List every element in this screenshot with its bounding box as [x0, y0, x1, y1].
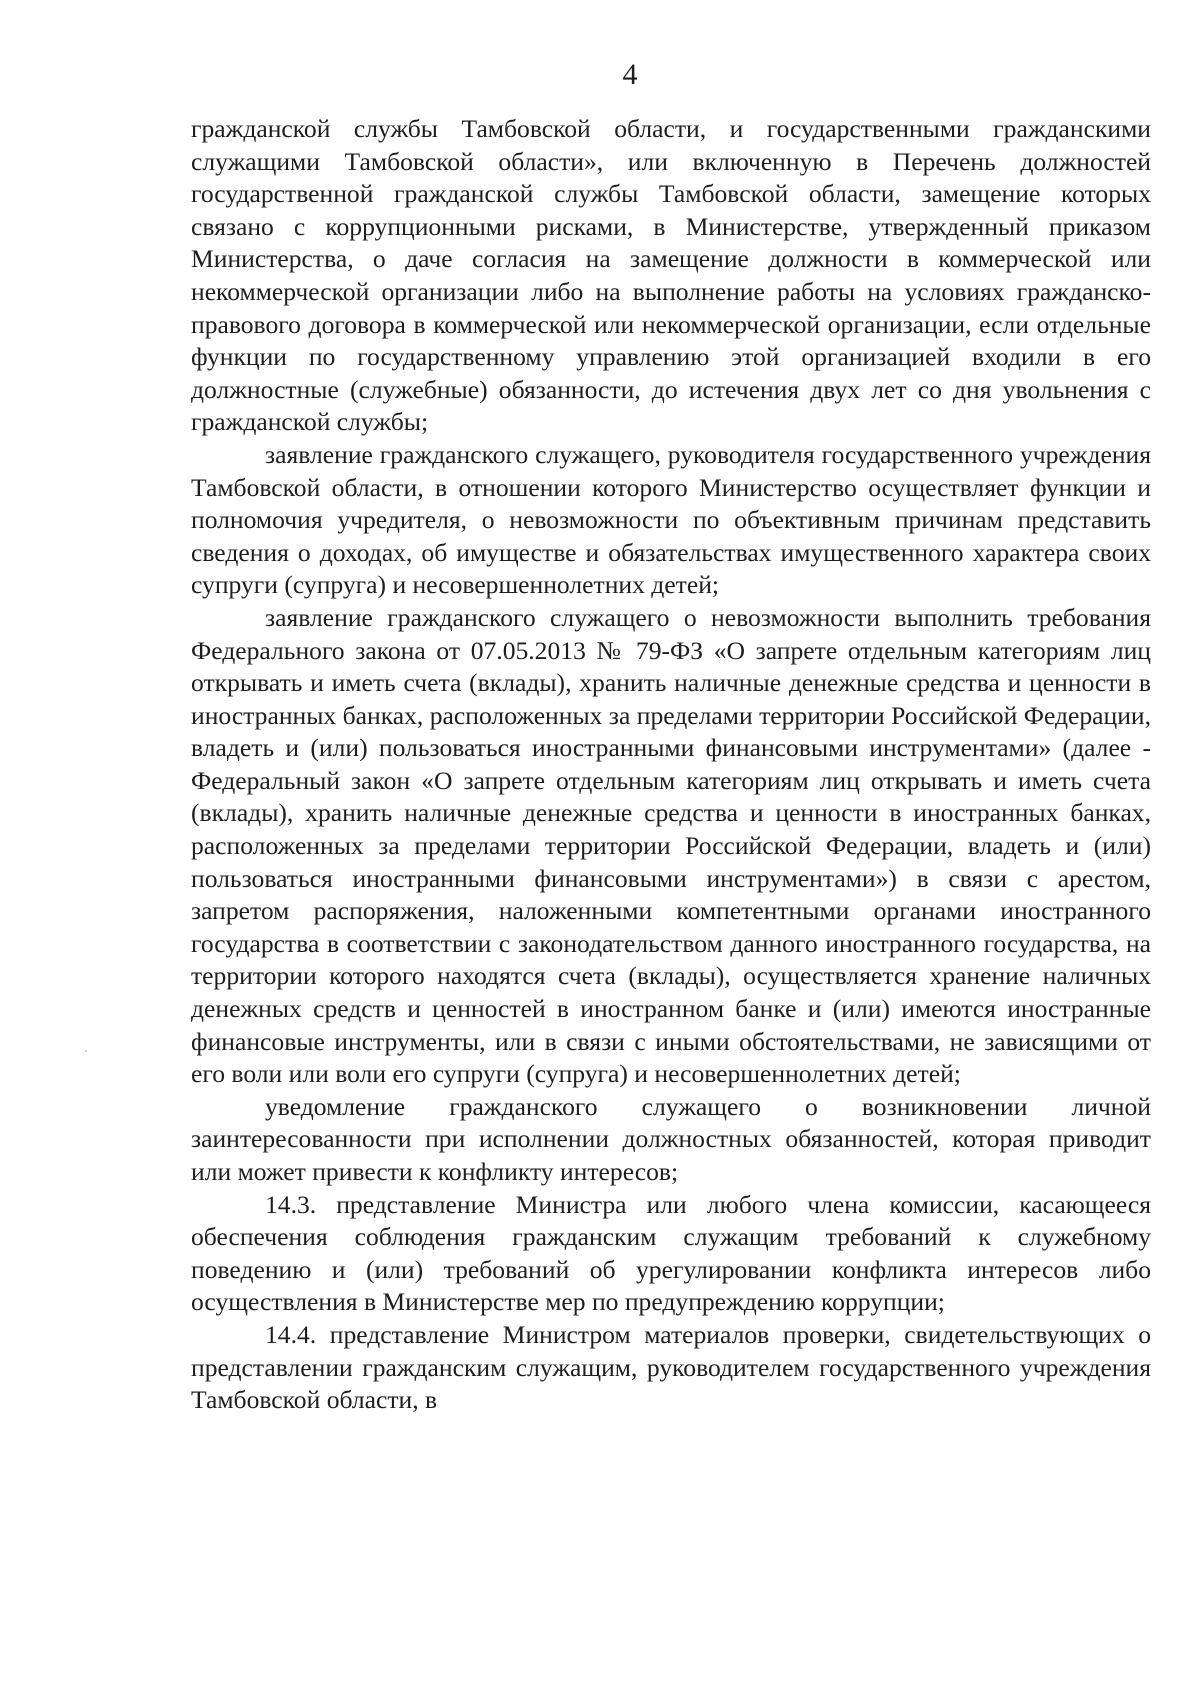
scan-speck — [85, 1050, 87, 1052]
paragraph-statement-inability: заявление гражданского служащего, руководителя государственного учреждения Тамбовской области, в отношении которого Министерство осуществляет функции и полномочия учредителя, о невозможности по объективным причинам представить сведения о доходах, об имуществе и обязательствах имущественного характера своих супруги (супруга) и несовершеннолетних детей; — [191, 439, 1151, 600]
page-number: 4 — [622, 58, 638, 91]
paragraph-clause-14-4: 14.4. представление Министром материалов проверки, свидетельствующих о представлении гражданским служащим, руководителем государственного учреждения Тамбовской области, в — [191, 1319, 1151, 1415]
paragraph-notification-conflict: уведомление гражданского служащего о возникновении личной заинтересованности при исполнении должностных обязанностей, которая приводит или может привести к конфликту интересов; — [191, 1091, 1151, 1186]
paragraph-clause-14-3: 14.3. представление Министра или любого члена комиссии, касающееся обеспечения соблюдения гражданским служащим требований к служебному поведению и (или) требований об урегулировании конфликта интересов либо осуществления в Министерстве мер по предупреждению коррупции; — [191, 1189, 1151, 1317]
paragraph-statement-federal-law: заявление гражданского служащего о невозможности выполнить требования Федерального закона от 07.05.2013 № 79-ФЗ «О запрете отдельным категориям лиц открывать и иметь счета (вклады), хранить наличные денежные средства и ценности в иностранных банках, расположенных за пределами территории Российской Федерации, владеть и (или) пользоваться иностранными финансовыми инструментами» (далее - Федеральный закон «О запрете отдельным категориям лиц открывать и иметь счета (вклады), хранить наличные денежные средства и ценности в иностранных банках, расположенных за пределами территории Российской Федерации, владеть и (или) пользоваться иностранными финансовыми инструментами») в связи с арестом, запретом распоряжения, наложенными компетентными органами иностранного государства в соответствии с законодательством данного иностранного государства, на территории которого находятся счета (вклады), осуществляется хранение наличных денежных средств и ценностей в иностранном банке и (или) имеются иностранные финансовые инструменты, или в связи с иными обстоятельствами, не зависящими от его воли или воли его супруги (супруга) и несовершеннолетних детей; — [191, 602, 1151, 1089]
document-body — [191, 113, 1151, 1417]
paragraph-continuation: гражданской службы Тамбовской области, и государственными гражданскими служащими Тамбовской области», или включенную в Перечень должностей государственной гражданской службы Тамбовской области, замещение которых связано с коррупционными рисками, в Министерстве, утвержденный приказом Министерства, о даче согласия на замещение должности в коммерческой или некоммерческой организации либо на выполнение работы на условиях гражданско-правового договора в коммерческой или некоммерческой организации, если отдельные функции по государственному управлению этой организацией входили в его должностные (служебные) обязанности, до истечения двух лет со дня увольнения с гражданской службы; — [191, 114, 1151, 437]
